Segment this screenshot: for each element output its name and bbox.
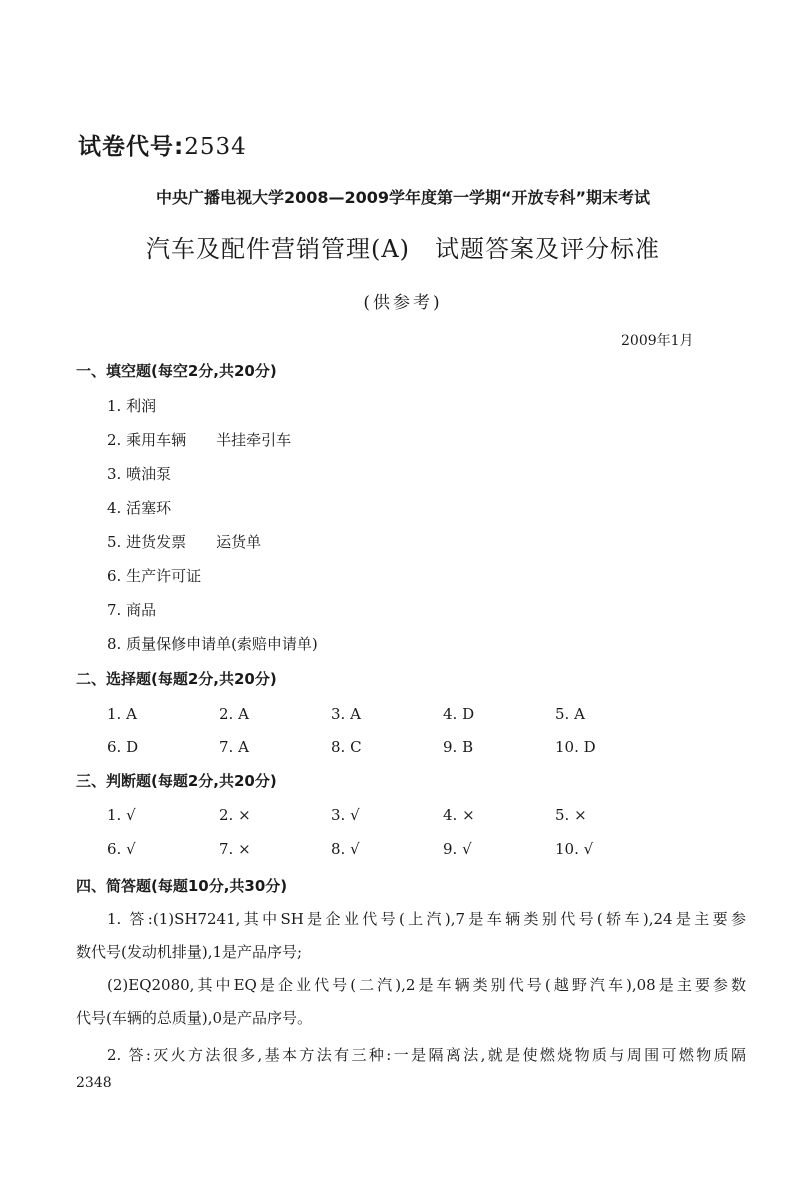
answer-cell: 10. D — [555, 738, 596, 756]
answer-cell: 9. B — [443, 738, 474, 756]
answer-item: 6. 生产许可证 — [107, 567, 202, 585]
short-answer-2 — [76, 1039, 746, 1072]
answer-cell: 4. D — [443, 705, 475, 723]
answer-line: 代号(车辆的总质量),0是产品序号。 — [76, 1009, 313, 1027]
page-number: 2348 — [76, 1075, 112, 1091]
judge-row-1 — [107, 806, 667, 824]
short-answer-1 — [76, 903, 746, 1035]
answer-cell: 2. × — [219, 806, 251, 824]
answer-cell: 6. √ — [107, 840, 136, 858]
section-heading-fill: 一、填空题(每空2分,共20分) — [76, 362, 277, 380]
answer-item: 5. 进货发票 运货单 — [107, 533, 262, 551]
page-subtitle: (供参考) — [363, 293, 443, 313]
answer-item: 2. 乘用车辆 半挂牵引车 — [107, 431, 292, 449]
answer-cell: 4. × — [443, 806, 475, 824]
answer-item: 7. 商品 — [107, 601, 157, 619]
answer-cell: 6. D — [107, 738, 139, 756]
exam-header: 中央广播电视大学2008—2009学年度第一学期“开放专科”期末考试 — [155, 188, 651, 207]
answer-line: 1. 答:(1)SH7241,其中SH是企业代号(上汽),7是车辆类别代号(轿车),24是主要参 — [107, 910, 746, 928]
answer-cell: 5. × — [555, 806, 587, 824]
exam-code — [78, 128, 247, 161]
answer-item: 1. 利润 — [107, 397, 157, 415]
answer-cell: 10. √ — [555, 840, 594, 858]
choice-row-1 — [107, 705, 667, 723]
answer-cell: 8. √ — [331, 840, 360, 858]
answer-item: 3. 喷油泵 — [107, 465, 172, 483]
answer-line: 数代号(发动机排量),1是产品序号; — [76, 943, 303, 961]
answer-line: (2)EQ2080,其中EQ是企业代号(二汽),2是车辆类别代号(越野汽车),08是主要参数 — [107, 976, 746, 994]
answer-cell: 7. A — [219, 738, 249, 756]
answer-cell: 1. A — [107, 705, 137, 723]
section-heading-short: 四、简答题(每题10分,共30分) — [76, 877, 288, 895]
answer-cell: 5. A — [555, 705, 585, 723]
page-title: 汽车及配件营销管理(A) 试题答案及评分标准 — [145, 235, 661, 263]
choice-row-2 — [107, 738, 667, 756]
answer-cell: 3. √ — [331, 806, 360, 824]
answer-cell: 3. A — [331, 705, 361, 723]
answer-cell: 1. √ — [107, 806, 136, 824]
answer-item: 8. 质量保修申请单(索赔申请单) — [107, 635, 318, 653]
answer-cell: 8. C — [331, 738, 362, 756]
answer-cell: 7. × — [219, 840, 251, 858]
section-heading-judge: 三、判断题(每题2分,共20分) — [76, 772, 277, 790]
section-heading-choice: 二、选择题(每题2分,共20分) — [76, 670, 277, 688]
exam-code-label: 试卷代号: — [78, 134, 185, 160]
judge-row-2 — [107, 840, 667, 858]
answer-line: 2. 答:灭火方法很多,基本方法有三种:一是隔离法,就是使燃烧物质与周围可燃物质隔 — [107, 1046, 746, 1064]
exam-date: 2009年1月 — [621, 333, 694, 349]
answer-cell: 2. A — [219, 705, 249, 723]
answer-item: 4. 活塞环 — [107, 499, 172, 517]
answer-cell: 9. √ — [443, 840, 472, 858]
exam-code-number: 2534 — [184, 134, 247, 160]
